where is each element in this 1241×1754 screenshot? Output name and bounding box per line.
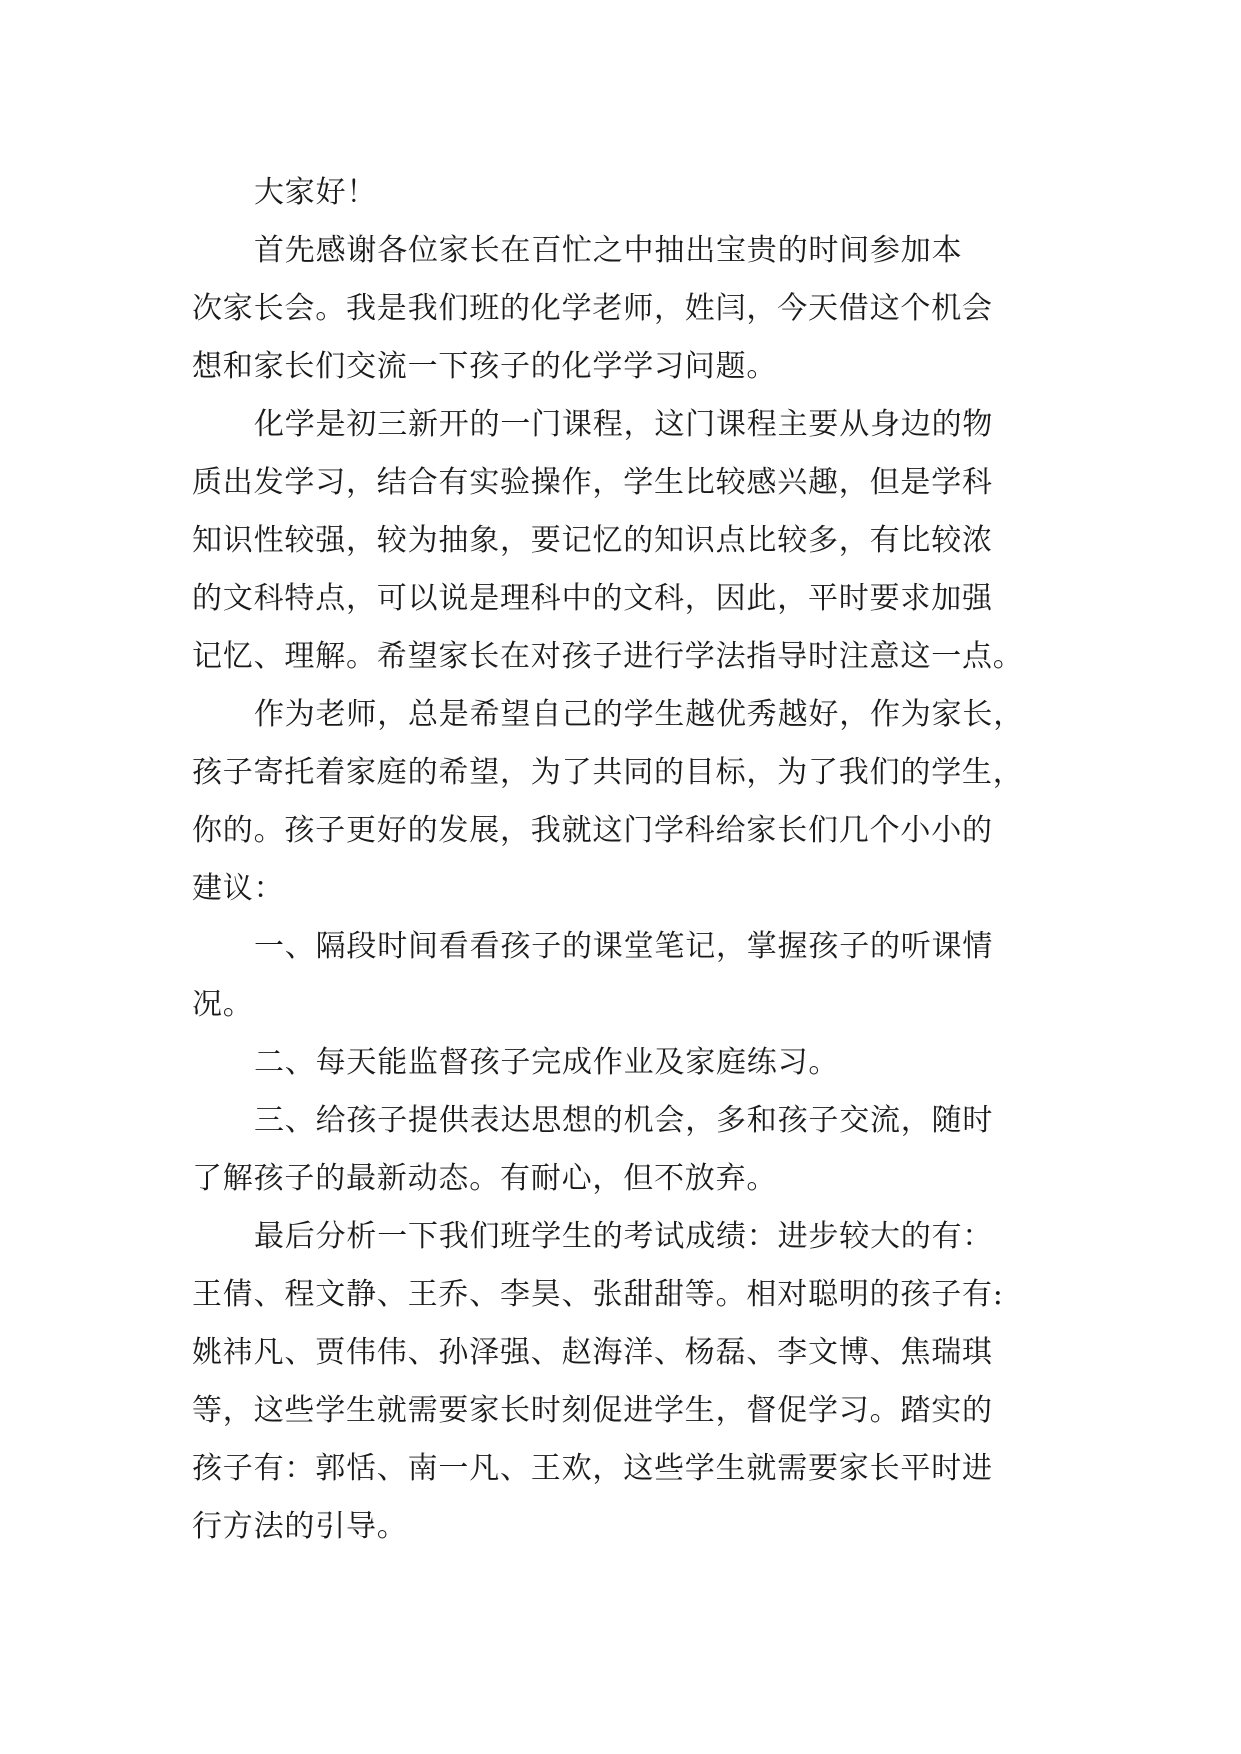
paragraph-3-line-4: 建议：: [192, 871, 285, 906]
suggestion-1-line-2: 况。: [192, 987, 254, 1022]
paragraph-4-line-3: 姚祎凡、贾伟伟、孙泽强、赵海洋、杨磊、李文博、焦瑞琪: [192, 1335, 993, 1370]
paragraph-3-line-3: 你的。孩子更好的发展，我就这门学科给家长们几个小小的: [192, 813, 993, 848]
paragraph-4-line-2: 王倩、程文静、王乔、李昊、张甜甜等。相对聪明的孩子有:: [192, 1277, 1004, 1312]
paragraph-3-line-2: 孩子寄托着家庭的希望，为了共同的目标，为了我们的学生，: [192, 755, 1024, 790]
paragraph-2-line-4: 的文科特点，可以说是理科中的文科，因此，平时要求加强: [192, 581, 993, 616]
suggestion-1-line-1: 一、隔段时间看看孩子的课堂笔记，掌握孩子的听课情: [254, 929, 994, 964]
suggestion-2-line-1: 二、每天能监督孩子完成作业及家庭练习。: [254, 1045, 840, 1080]
document-body: [192, 164, 1052, 1556]
suggestion-3-line-2: 了解孩子的最新动态。有耐心，但不放弃。: [192, 1161, 778, 1196]
paragraph-4-line-4: 等，这些学生就需要家长时刻促进学生，督促学习。踏实的: [192, 1393, 993, 1428]
paragraph-4-line-1: 最后分析一下我们班学生的考试成绩：进步较大的有：: [254, 1219, 994, 1254]
paragraph-4-line-5: 孩子有：郭恬、南一凡、王欢，这些学生就需要家长平时进: [192, 1451, 993, 1486]
paragraph-1-line-2: 次家长会。我是我们班的化学老师，姓闫，今天借这个机会: [192, 291, 993, 326]
paragraph-1-line-3: 想和家长们交流一下孩子的化学学习问题。: [192, 349, 778, 384]
paragraph-2-line-2: 质出发学习，结合有实验操作，学生比较感兴趣，但是学科: [192, 465, 993, 500]
paragraph-3-line-1: 作为老师，总是希望自己的学生越优秀越好，作为家长，: [254, 697, 1024, 732]
greeting-line: 大家好！: [254, 175, 378, 210]
paragraph-4-line-6: 行方法的引导。: [192, 1509, 408, 1544]
paragraph-1-line-1: 首先感谢各位家长在百忙之中抽出宝贵的时间参加本: [254, 233, 963, 268]
paragraph-2-line-5: 记忆、理解。希望家长在对孩子进行学法指导时注意这一点。: [192, 639, 1024, 674]
paragraph-2-line-1: 化学是初三新开的一门课程，这门课程主要从身边的物: [254, 407, 994, 442]
paragraph-2-line-3: 知识性较强，较为抽象，要记忆的知识点比较多，有比较浓: [192, 523, 993, 558]
suggestion-3-line-1: 三、给孩子提供表达思想的机会，多和孩子交流，随时: [254, 1103, 994, 1138]
